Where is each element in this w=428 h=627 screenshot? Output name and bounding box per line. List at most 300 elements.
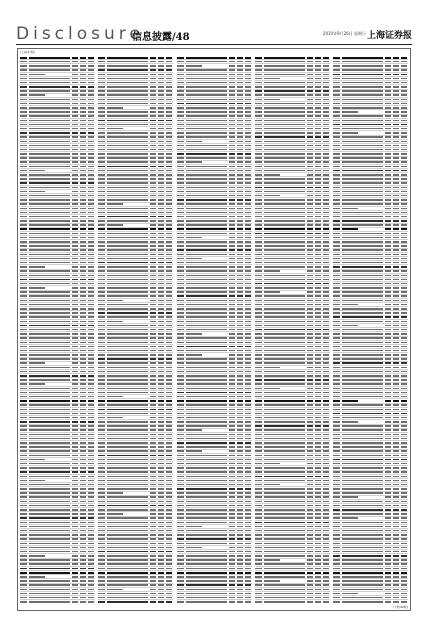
- table-cell: [323, 103, 329, 105]
- table-cell: [88, 501, 94, 503]
- table-cell: [150, 488, 156, 490]
- table-cell: [177, 572, 184, 574]
- table-cell: [150, 530, 156, 532]
- table-cell: [342, 383, 383, 385]
- table-cell: [177, 463, 184, 465]
- table-cell: [88, 429, 94, 431]
- table-cell: [333, 392, 340, 394]
- table-cell: [307, 367, 313, 369]
- table-cell: [307, 141, 313, 143]
- table-cell: [98, 459, 105, 461]
- table-cell: [393, 593, 399, 595]
- table-cell: [307, 522, 313, 524]
- table-cell: [385, 517, 391, 519]
- table-cell: [323, 425, 329, 427]
- table-cell: [158, 228, 164, 230]
- table-cell: [29, 187, 70, 189]
- table-cell: [150, 547, 156, 549]
- table-cell: [342, 434, 383, 436]
- table-cell: [333, 325, 340, 327]
- table-cell: [29, 141, 70, 143]
- table-cell: [98, 467, 105, 469]
- table-cell: [323, 354, 329, 356]
- table-cell: [323, 492, 329, 494]
- table-cell: [29, 467, 70, 469]
- table-cell: [237, 69, 243, 71]
- table-cell: [186, 563, 227, 565]
- table-cell: [177, 509, 184, 511]
- table-cell: [72, 471, 78, 473]
- table-cell: [245, 65, 251, 67]
- table-cell: [29, 513, 70, 515]
- table-cell: [186, 312, 227, 314]
- table-cell: [177, 409, 184, 411]
- table-cell: [264, 421, 305, 423]
- table-cell: [333, 480, 340, 482]
- table-cell: [315, 191, 321, 193]
- table-cell: [264, 358, 305, 360]
- table-cell: [150, 446, 156, 448]
- table-cell: [264, 182, 305, 184]
- table-cell: [98, 346, 105, 348]
- table-cell: [237, 187, 243, 189]
- table-cell: [264, 316, 305, 318]
- table-cell: [315, 262, 321, 264]
- table-cell: [342, 300, 383, 302]
- table-cell: [107, 589, 123, 591]
- table-cell: [323, 455, 329, 457]
- table-cell: [88, 526, 94, 528]
- table-cell: [245, 99, 251, 101]
- table-cell: [177, 233, 184, 235]
- table-cell: [385, 157, 391, 159]
- table-cell: [166, 442, 172, 444]
- table-cell: [245, 69, 251, 71]
- table-cell: [72, 312, 78, 314]
- table-cell: [333, 94, 340, 96]
- table-cell: [401, 270, 407, 272]
- table-cell: [150, 392, 156, 394]
- table-cell: [20, 555, 27, 557]
- table-cell: [20, 450, 27, 452]
- table-cell: [264, 203, 305, 205]
- table-cell: [342, 61, 383, 63]
- table-cell: [237, 99, 243, 101]
- table-cell: [158, 362, 164, 364]
- table-cell: [107, 132, 148, 134]
- table-cell: [264, 208, 305, 210]
- table-cell: [315, 74, 321, 76]
- table-cell: [29, 425, 70, 427]
- table-cell: [307, 350, 313, 352]
- table-cell: [245, 362, 251, 364]
- table-cell: [72, 208, 78, 210]
- table-cell: [385, 178, 391, 180]
- table-cell: [245, 505, 251, 507]
- table-cell: [333, 157, 340, 159]
- table-cell: [229, 99, 235, 101]
- table-cell: [107, 379, 148, 381]
- table-cell: [88, 153, 94, 155]
- table-cell: [186, 371, 227, 373]
- table-cell: [72, 584, 78, 586]
- table-cell: [98, 450, 105, 452]
- table-cell: [401, 534, 407, 536]
- table-cell: [88, 522, 94, 524]
- table-cell: [385, 233, 391, 235]
- table-cell: [255, 262, 262, 264]
- table-cell: [245, 459, 251, 461]
- table-cell: [229, 429, 235, 431]
- table-cell: [385, 563, 391, 565]
- table-cell: [177, 354, 184, 356]
- table-cell: [158, 128, 164, 130]
- table-cell: [20, 262, 27, 264]
- table-cell: [229, 174, 235, 176]
- table-cell: [177, 563, 184, 565]
- table-cell: [80, 136, 86, 138]
- table-cell: [88, 111, 94, 113]
- table-cell: [98, 551, 105, 553]
- table-cell: [401, 484, 407, 486]
- table-cell: [150, 287, 156, 289]
- table-cell: [80, 350, 86, 352]
- table-cell: [333, 593, 340, 595]
- table-cell: [166, 316, 172, 318]
- table-cell: [401, 141, 407, 143]
- table-cell: [150, 534, 156, 536]
- table-cell: [98, 78, 105, 80]
- table-cell: [237, 228, 243, 230]
- table-cell: [342, 216, 383, 218]
- table-cell: [307, 429, 313, 431]
- table-cell: [237, 580, 243, 582]
- table-cell: [245, 438, 251, 440]
- table-cell: [158, 467, 164, 469]
- table-cell: [245, 312, 251, 314]
- table-cell: [333, 270, 340, 272]
- table-cell: [264, 329, 305, 331]
- table-cell: [264, 530, 305, 532]
- table-cell: [333, 57, 340, 59]
- table-cell: [107, 233, 148, 235]
- table-cell: [29, 421, 70, 423]
- table-cell: [342, 400, 358, 402]
- table-cell: [177, 350, 184, 352]
- table-cell: [166, 203, 172, 205]
- table-cell: [342, 488, 383, 490]
- table-cell: [166, 484, 172, 486]
- table-cell: [237, 275, 243, 277]
- table-cell: [393, 563, 399, 565]
- table-cell: [98, 601, 105, 603]
- table-cell: [245, 421, 251, 423]
- table-cell: [186, 509, 227, 511]
- table-cell: [80, 237, 86, 239]
- table-cell: [245, 107, 251, 109]
- table-cell: [150, 325, 156, 327]
- table-cell: [245, 295, 251, 297]
- table-cell: [72, 329, 78, 331]
- table-cell: [98, 400, 105, 402]
- table-cell: [186, 455, 227, 457]
- table-cell: [20, 107, 27, 109]
- table-cell: [264, 409, 305, 411]
- table-cell: [342, 174, 383, 176]
- table-cell: [385, 446, 391, 448]
- table-cell: [401, 321, 407, 323]
- table-cell: [342, 476, 383, 478]
- table-cell: [333, 304, 340, 306]
- table-cell: [177, 584, 184, 586]
- table-cell: [166, 291, 172, 293]
- table-cell: [186, 228, 227, 230]
- table-cell: [264, 57, 305, 59]
- table-cell: [333, 132, 340, 134]
- table-row: [20, 600, 95, 604]
- table-cell: [177, 371, 184, 373]
- table-cell: [342, 367, 383, 369]
- table-cell: [29, 233, 70, 235]
- table-row: [333, 600, 408, 604]
- table-cell: [333, 425, 340, 427]
- table-cell: [237, 563, 243, 565]
- table-cell: [80, 400, 86, 402]
- table-cell: [323, 86, 329, 88]
- table-cell: [333, 417, 340, 419]
- table-cell: [385, 216, 391, 218]
- table-cell: [245, 74, 251, 76]
- table-cell: [107, 107, 123, 109]
- table-cell: [80, 74, 86, 76]
- table-cell: [229, 425, 235, 427]
- table-cell: [393, 300, 399, 302]
- table-cell: [333, 455, 340, 457]
- table-cell: [107, 593, 148, 595]
- table-cell: [229, 580, 235, 582]
- table-cell: [98, 568, 105, 570]
- table-cell: [393, 530, 399, 532]
- table-cell: [307, 245, 313, 247]
- table-cell: [323, 157, 329, 159]
- table-cell: [315, 442, 321, 444]
- table-cell: [177, 455, 184, 457]
- table-cell: [29, 295, 70, 297]
- table-cell: [385, 195, 391, 197]
- table-cell: [80, 241, 86, 243]
- table-cell: [177, 120, 184, 122]
- table-cell: [166, 136, 172, 138]
- table-cell: [255, 82, 262, 84]
- table-cell: [150, 404, 156, 406]
- table-cell: [393, 392, 399, 394]
- table-cell: [323, 530, 329, 532]
- table-cell: [264, 149, 305, 151]
- table-cell: [158, 287, 164, 289]
- table-cell: [385, 522, 391, 524]
- table-cell: [264, 342, 305, 344]
- table-cell: [177, 275, 184, 277]
- table-cell: [98, 417, 105, 419]
- table-cell: [255, 245, 262, 247]
- table-cell: [98, 492, 105, 494]
- table-cell: [107, 371, 148, 373]
- table-cell: [342, 161, 383, 163]
- table-cell: [186, 467, 227, 469]
- table-cell: [150, 379, 156, 381]
- table-cell: [307, 132, 313, 134]
- table-cell: [150, 501, 156, 503]
- table-cell: [158, 220, 164, 222]
- table-cell: [20, 120, 27, 122]
- table-cell: [186, 94, 227, 96]
- table-cell: [315, 551, 321, 553]
- table-cell: [29, 367, 70, 369]
- table-cell: [323, 584, 329, 586]
- table-cell: [333, 379, 340, 381]
- table-cell: [177, 199, 184, 201]
- table-cell: [229, 400, 235, 402]
- table-cell: [307, 362, 313, 364]
- table-cell: [20, 563, 27, 565]
- table-cell: [158, 421, 164, 423]
- table-cell: [150, 568, 156, 570]
- table-cell: [264, 304, 305, 306]
- table-cell: [264, 191, 305, 193]
- table-cell: [20, 383, 27, 385]
- table-cell: [385, 358, 391, 360]
- table-cell: [342, 388, 383, 390]
- table-cell: [166, 455, 172, 457]
- table-cell: [385, 572, 391, 574]
- table-cell: [158, 254, 164, 256]
- table-cell: [385, 429, 391, 431]
- table-cell: [20, 513, 27, 515]
- table-cell: [342, 342, 383, 344]
- table-cell: [307, 568, 313, 570]
- table-cell: [72, 379, 78, 381]
- table-cell: [107, 208, 148, 210]
- table-cell: [323, 559, 329, 561]
- table-cell: [264, 354, 305, 356]
- table-cell: [237, 522, 243, 524]
- table-cell: [342, 429, 383, 431]
- table-cell: [29, 174, 70, 176]
- table-cell: [229, 333, 235, 335]
- table-cell: [177, 300, 184, 302]
- table-cell: [229, 501, 235, 503]
- table-cell: [186, 254, 227, 256]
- table-cell: [264, 576, 305, 578]
- table-cell: [385, 333, 391, 335]
- table-cell: [158, 99, 164, 101]
- table-cell: [393, 442, 399, 444]
- table-cell: [315, 279, 321, 281]
- table-cell: [29, 572, 70, 574]
- table-cell: [88, 325, 94, 327]
- table-cell: [186, 379, 227, 381]
- table-cell: [158, 65, 164, 67]
- table-cell: [307, 555, 313, 557]
- table-cell: [245, 563, 251, 565]
- table-cell: [307, 526, 313, 528]
- table-cell: [229, 212, 235, 214]
- table-cell: [150, 400, 156, 402]
- table-cell: [72, 120, 78, 122]
- table-cell: [72, 522, 78, 524]
- table-cell: [385, 266, 391, 268]
- table-cell: [88, 563, 94, 565]
- table-cell: [385, 208, 391, 210]
- table-cell: [342, 409, 383, 411]
- table-cell: [107, 517, 148, 519]
- table-cell: [107, 450, 148, 452]
- table-cell: [166, 321, 172, 323]
- table-cell: [237, 157, 243, 159]
- table-cell: [333, 337, 340, 339]
- table-cell: [307, 249, 313, 251]
- table-cell: [177, 333, 184, 335]
- table-cell: [107, 115, 148, 117]
- table-cell: [107, 563, 148, 565]
- table-cell: [150, 358, 156, 360]
- table-cell: [307, 547, 313, 549]
- table-cell: [166, 212, 172, 214]
- table-cell: [245, 115, 251, 117]
- table-cell: [342, 224, 383, 226]
- table-cell: [20, 166, 27, 168]
- table-cell: [107, 61, 148, 63]
- table-cell: [166, 375, 172, 377]
- table-cell: [88, 388, 94, 390]
- table-cell: [237, 300, 243, 302]
- table-cell: [150, 61, 156, 63]
- table-cell: [245, 471, 251, 473]
- table-cell: [150, 593, 156, 595]
- table-cell: [107, 270, 148, 272]
- table-cell: [150, 342, 156, 344]
- table-cell: [333, 254, 340, 256]
- table-cell: [107, 547, 148, 549]
- table-cell: [307, 266, 313, 268]
- table-cell: [323, 241, 329, 243]
- table-cell: [333, 208, 340, 210]
- table-cell: [150, 86, 156, 88]
- table-cell: [80, 429, 86, 431]
- table-cell: [237, 538, 243, 540]
- table-cell: [333, 78, 340, 80]
- table-cell: [333, 199, 340, 201]
- table-cell: [150, 304, 156, 306]
- table-cell: [245, 208, 251, 210]
- table-cell: [323, 396, 329, 398]
- table-cell: [177, 266, 184, 268]
- table-cell: [177, 195, 184, 197]
- table-cell: [166, 254, 172, 256]
- table-cell: [150, 597, 156, 599]
- table-cell: [315, 538, 321, 540]
- table-cell: [20, 258, 27, 260]
- table-cell: [158, 417, 164, 419]
- table-cell: [29, 396, 70, 398]
- table-cell: [80, 455, 86, 457]
- table-cell: [237, 136, 243, 138]
- table-cell: [333, 388, 340, 390]
- table-cell: [88, 65, 94, 67]
- table-cell: [264, 295, 305, 297]
- table-cell: [177, 346, 184, 348]
- table-cell: [98, 446, 105, 448]
